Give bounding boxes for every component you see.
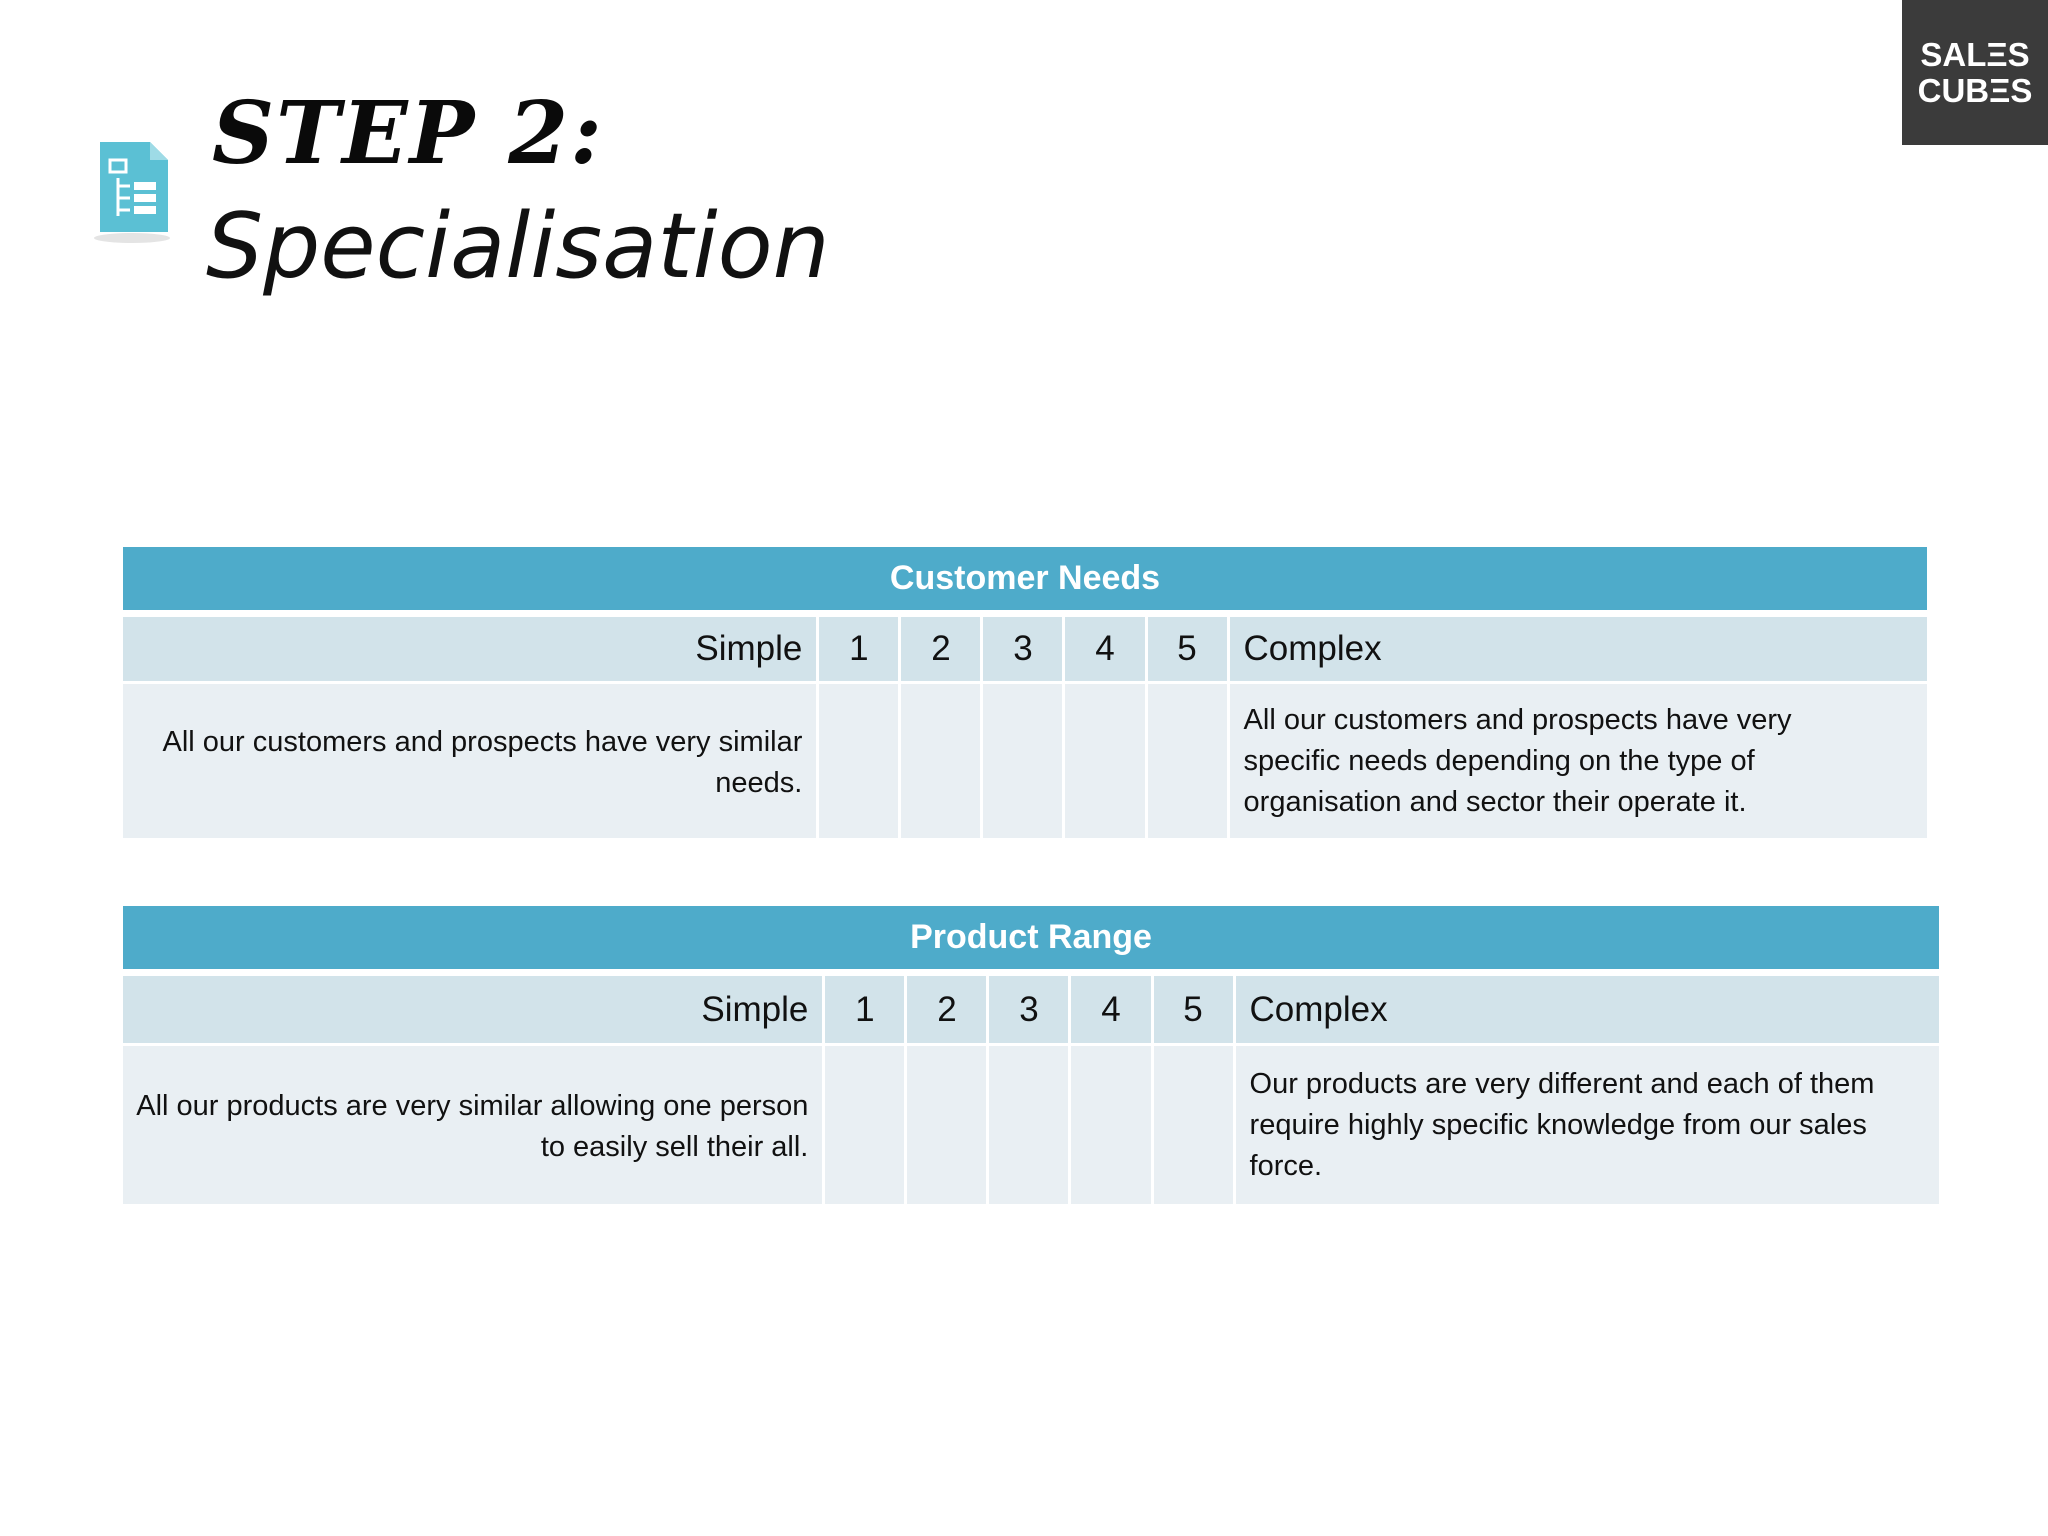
left-description: All our products are very similar allowing one person to easily sell their all. (123, 1046, 822, 1204)
step-title: STEP 2: (212, 83, 604, 184)
table-header-row (123, 906, 1939, 976)
right-description: Our products are very different and each of them require highly specific knowledge from our sales force. (1236, 1046, 1939, 1204)
table-heading: Product Range (123, 906, 1939, 976)
description-row (123, 684, 1927, 838)
left-description: All our customers and prospects have very similar needs. (123, 684, 816, 838)
right-label: Complex (1230, 617, 1927, 684)
rating-box-4[interactable] (1071, 1046, 1150, 1204)
scale-label-row (123, 617, 1927, 684)
left-label: Simple (123, 976, 822, 1046)
scale-label-row (123, 976, 1939, 1046)
customer-needs-table (120, 547, 1930, 838)
rating-box-4[interactable] (1065, 684, 1144, 838)
scale-cell-2[interactable]: 2 (901, 617, 980, 684)
table-header-row (123, 547, 1927, 617)
description-row (123, 1046, 1939, 1204)
scale-cell-5[interactable]: 5 (1148, 617, 1227, 684)
right-label: Complex (1236, 976, 1939, 1046)
scale-cell-3[interactable]: 3 (983, 617, 1062, 684)
right-description: All our customers and prospects have very specific needs depending on the type of organisation and sector their operate it. (1230, 684, 1927, 838)
rating-box-3[interactable] (989, 1046, 1068, 1204)
sales-cubes-logo (1902, 0, 2048, 145)
scale-cell-3[interactable]: 3 (989, 976, 1068, 1046)
table-heading: Customer Needs (123, 547, 1927, 617)
logo-line-1: SALΞS (1920, 35, 2030, 73)
left-label: Simple (123, 617, 816, 684)
rating-box-3[interactable] (983, 684, 1062, 838)
rating-box-2[interactable] (907, 1046, 986, 1204)
product-range-table (120, 906, 1942, 1204)
page-subtitle: Specialisation (206, 194, 830, 299)
scale-cell-4[interactable]: 4 (1071, 976, 1150, 1046)
rating-box-5[interactable] (1148, 684, 1227, 838)
rating-box-2[interactable] (901, 684, 980, 838)
scale-cell-5[interactable]: 5 (1154, 976, 1233, 1046)
rating-box-1[interactable] (825, 1046, 904, 1204)
scale-cell-4[interactable]: 4 (1065, 617, 1144, 684)
rating-box-1[interactable] (819, 684, 898, 838)
scale-cell-1[interactable]: 1 (819, 617, 898, 684)
logo-line-2: CUBΞS (1917, 71, 2033, 109)
scale-cell-1[interactable]: 1 (825, 976, 904, 1046)
scale-cell-2[interactable]: 2 (907, 976, 986, 1046)
document-list-icon (92, 140, 172, 244)
rating-box-5[interactable] (1154, 1046, 1233, 1204)
